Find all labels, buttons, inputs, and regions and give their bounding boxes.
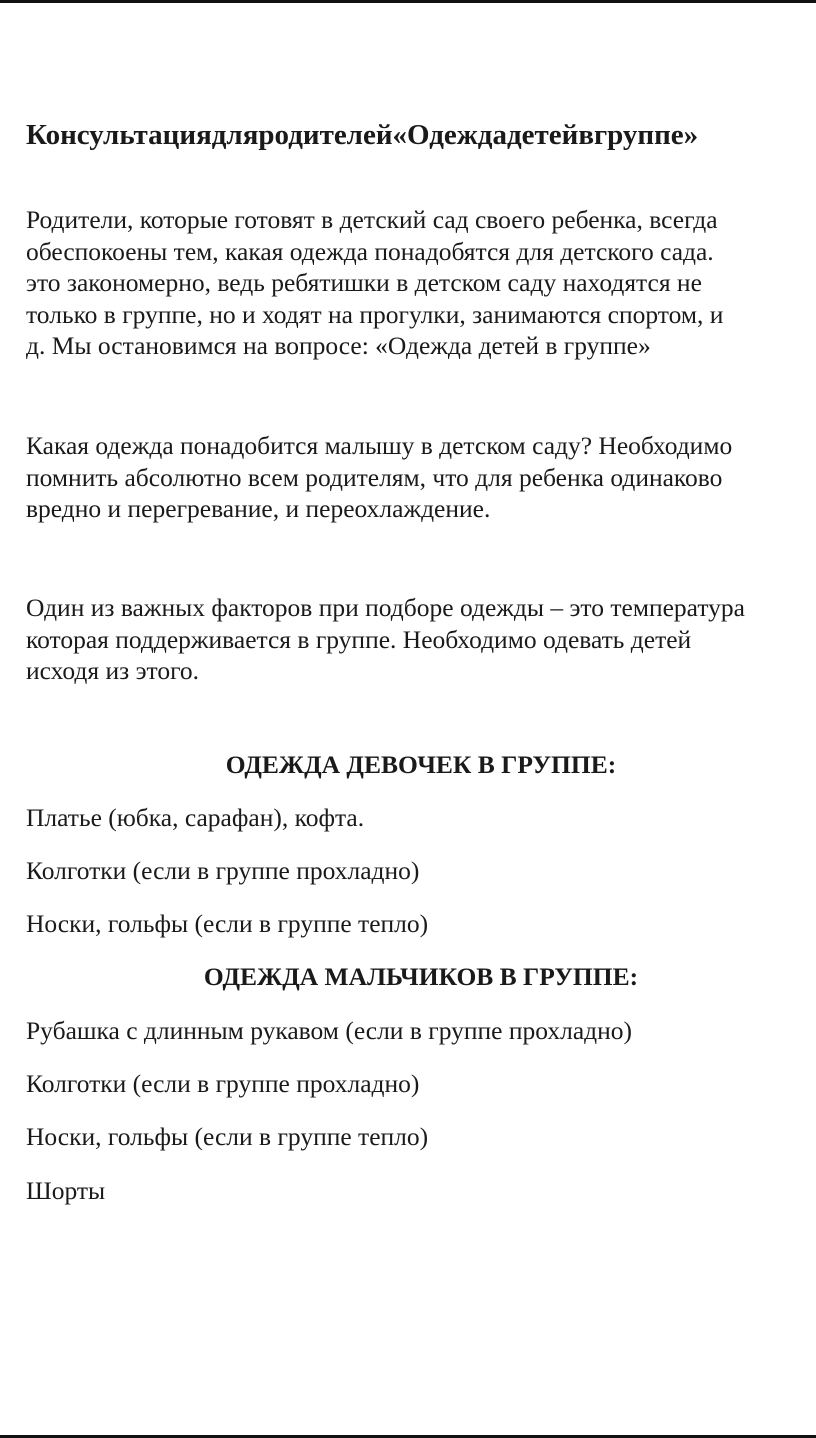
paragraph-line: Какая одежда понадобится малышу в детском саду? Необходимо xyxy=(26,431,733,460)
intro-line: д. Мы остановимся на вопросе: «Одежда детей в группе» xyxy=(26,331,651,361)
girls-heading: ОДЕЖДА ДЕВОЧЕК В ГРУППЕ: xyxy=(225,750,617,779)
list-item: Шорты xyxy=(26,1176,106,1205)
list-item: Носки, гольфы (если в группе тепло) xyxy=(26,1122,429,1151)
list-item: Платье (юбка, сарафан), кофта. xyxy=(26,803,365,832)
intro-paragraph xyxy=(26,204,723,362)
boys-heading: ОДЕЖДА МАЛЬЧИКОВ В ГРУППЕ: xyxy=(203,962,639,991)
intro-line: только в группе, но и ходят на прогулки, занимаются спортом, и xyxy=(26,299,724,329)
intro-line: обеспокоены тем, какая одежда понадобятся для детского сада. xyxy=(26,236,714,266)
paragraph-line: помнить абсолютно всем родителям, что для ребенка одинаково xyxy=(26,462,723,492)
paragraph-temperature xyxy=(26,592,745,687)
paragraph-line: Один из важных факторов при подборе одежды – это температура xyxy=(26,593,745,622)
paragraph-line: исходя из этого. xyxy=(26,656,200,686)
list-item: Рубашка с длинным рукавом (если в группе прохладно) xyxy=(26,1016,633,1045)
paragraph-overheating xyxy=(26,430,732,525)
list-item: Носки, гольфы (если в группе тепло) xyxy=(26,909,429,938)
list-item: Колготки (если в группе прохладно) xyxy=(26,856,420,885)
document-title: Консультациядляродителей«Одеждадетейвгруппе» xyxy=(26,119,699,151)
intro-line: это закономерно, ведь ребятишки в детском саду находятся не xyxy=(26,268,702,298)
paragraph-line: которая поддерживается в группе. Необходимо одевать детей xyxy=(26,624,692,654)
intro-line: Родители, которые готовят в детский сад своего ребенка, всегда xyxy=(26,205,718,234)
list-item: Колготки (если в группе прохладно) xyxy=(26,1069,420,1098)
paragraph-line: вредно и перегревание, и переохлаждение. xyxy=(26,494,491,524)
